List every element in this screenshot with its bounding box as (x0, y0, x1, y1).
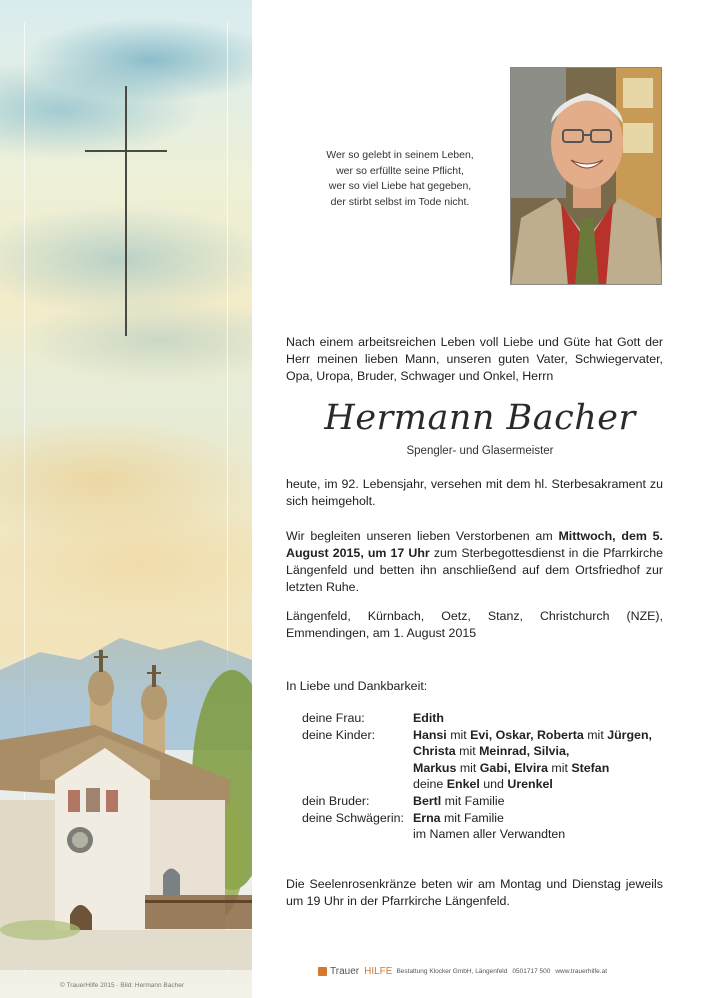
relative-join: mit Familie (440, 810, 504, 825)
memorial-quote (300, 148, 500, 210)
relative-label: deine Kinder: (302, 727, 376, 742)
church-illustration (0, 630, 252, 970)
relative-row-sister-in-law (302, 810, 673, 827)
relative-join: mit (446, 727, 471, 742)
relative-name: Markus (413, 760, 457, 775)
relative-value: im Namen aller Verwandten (413, 827, 566, 842)
relative-join: mit Familie (441, 793, 505, 808)
relative-row-others (302, 826, 673, 843)
quote-line: wer so viel Liebe hat gegeben, (328, 180, 472, 192)
brand-name-b: HILFE (364, 966, 393, 977)
relatives-list (302, 710, 673, 843)
relative-name: Gabi, Elvira (479, 760, 548, 775)
relative-value (413, 710, 673, 727)
relative-join: mit (455, 744, 480, 759)
relative-name: Stefan (571, 760, 610, 775)
footer-branding (318, 966, 612, 977)
rosary-notice: Die Seelenrosenkränze beten wir am Montag und Dienstag jeweils um 19 Uhr in der Pfarrkirche Längenfeld. (286, 877, 663, 908)
relative-label: deine Schwägerin: (302, 810, 404, 825)
relative-name: Christa (413, 744, 456, 759)
death-notice-text: heute, im 92. Lebensjahr, versehen mit dem hl. Sterbesakrament zu sich heimgeholt. (286, 477, 663, 508)
relative-name: Urenkel (507, 777, 553, 792)
cross-icon-bar (85, 150, 167, 152)
logo-icon (318, 967, 327, 976)
phone-number: 0501717 500 (512, 968, 551, 975)
relative-join: mit (547, 760, 572, 775)
quote-line: Wer so gelebt in seinem Leben, (326, 149, 474, 161)
copyright-note: © TrauerHilfe 2015 · Bild: Hermann Bacher (60, 982, 185, 989)
closing-intro: In Liebe und Dankbarkeit: (286, 679, 428, 693)
relative-name: Evi, Oskar, Roberta (470, 727, 584, 742)
relative-value (413, 727, 673, 793)
relative-row-children (302, 727, 673, 793)
relative-name: Edith (413, 711, 444, 725)
relative-name: Jürgen, (607, 727, 652, 742)
relative-name: Enkel (446, 777, 480, 792)
places-and-date: Längenfeld, Kürnbach, Oetz, Stanz, Christchurch (NZE), Emmendingen, am 1. August 2015 (286, 609, 663, 640)
funeral-date: Mittwoch, dem 5. August 2015, um 17 Uhr (286, 529, 663, 560)
portrait-photo (510, 67, 662, 285)
relative-row-brother (302, 793, 673, 810)
deceased-profession: Spengler- und Glasermeister (406, 445, 554, 457)
funeral-text-end: zum Sterbegottesdienst in die Pfarrkirche Längenfeld und betten ihn anschließend auf dem Ortsfriedhof zur letzten Ruhe. (286, 546, 664, 594)
funeral-details (286, 528, 663, 596)
portrait-image (511, 68, 662, 285)
relative-label: deine Frau: (302, 711, 365, 725)
cross-icon (125, 86, 127, 336)
relative-name: Erna (413, 810, 441, 825)
watercolor-panel (0, 0, 252, 998)
relative-name: Hansi (413, 727, 447, 742)
relative-join: und (479, 777, 508, 792)
funeral-text-start: Wir begleiten unseren lieben Verstorbenen am (286, 529, 559, 543)
relative-row-wife (302, 710, 673, 727)
quote-line: wer so erfüllte seine Pflicht, (336, 164, 464, 177)
relative-value (413, 793, 673, 810)
brand-name-a: Trauer (330, 966, 360, 977)
relative-name: Meinrad, Silvia, (479, 744, 570, 759)
website-link[interactable]: www.trauerhilfe.at (555, 968, 608, 975)
relative-join: deine (413, 777, 447, 792)
relative-join: mit (456, 760, 480, 775)
company-name: Bestattung Klocker GmbH, Längenfeld (396, 968, 508, 975)
brand-logo (330, 966, 392, 977)
intro-text: Nach einem arbeitsreichen Leben voll Liebe und Güte hat Gott der Herr meinen lieben Mann, unseren guten Vater, Schwiegervater, Opa, Uropa, Bruder, Schwager und Onkel, Herrn (286, 335, 663, 383)
relative-value (413, 810, 673, 827)
relative-label (302, 826, 413, 843)
deceased-name: Hermann Bacher (324, 398, 636, 438)
quote-line: der stirbt selbst im Tode nicht. (330, 195, 470, 208)
relative-label: dein Bruder: (302, 793, 370, 808)
relative-name: Bertl (413, 793, 442, 808)
relative-join: mit (583, 727, 608, 742)
